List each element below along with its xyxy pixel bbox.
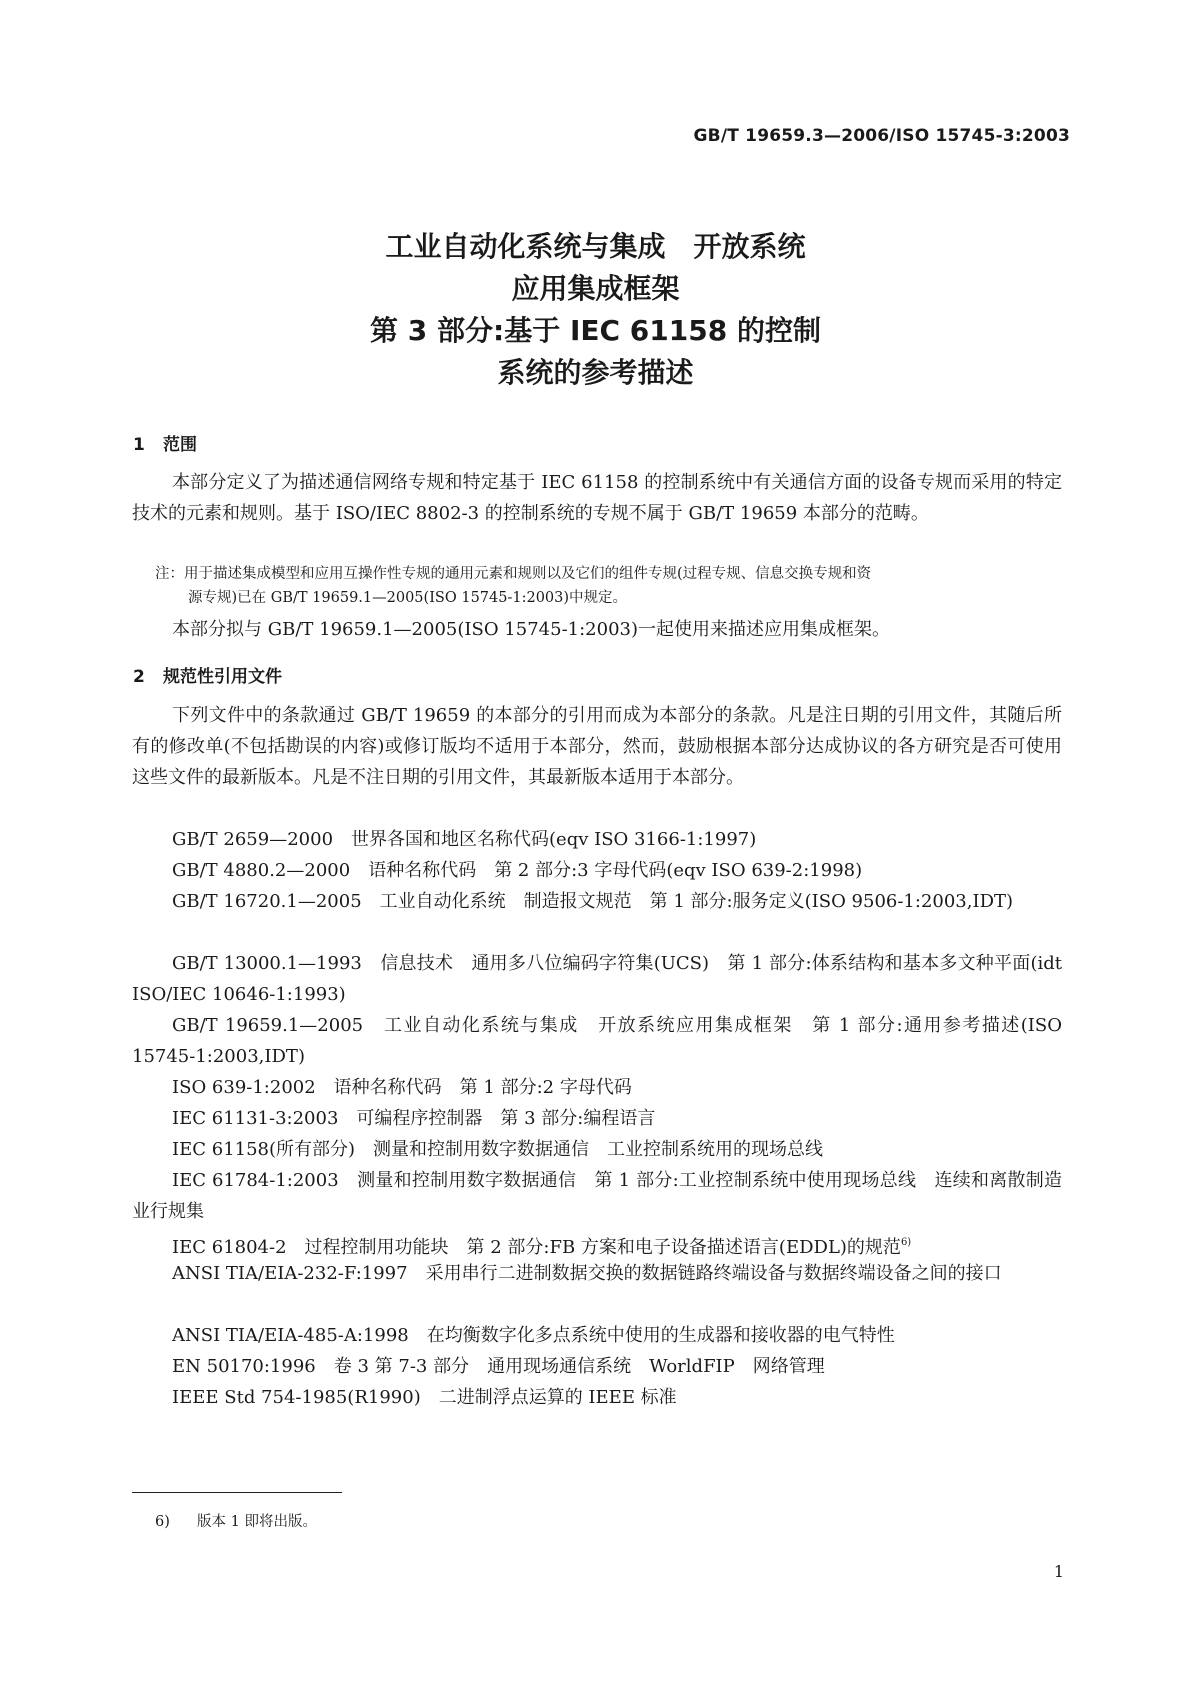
standard-number: GB/T 19659.3—2006/ISO 15745-3:2003 xyxy=(693,126,1070,146)
reference-item: GB/T 4880.2—2000 语种名称代码 第 2 部分:3 字母代码(eqv ISO 639-2:1998) xyxy=(172,860,863,881)
page-number: 1 xyxy=(1053,1562,1064,1581)
reference-item: GB/T 16720.1—2005 工业自动化系统 制造报文规范 第 1 部分:服务定义(ISO 9506-1:2003,IDT) xyxy=(172,891,1014,912)
note-line: 注：用于描述集成模型和应用互操作性专规的通用元素和规则以及它们的组件专规(过程专规、信息交换专规和资 xyxy=(155,566,872,582)
section-2-heading xyxy=(133,662,282,687)
reference-item: IEEE Std 754-1985(R1990) 二进制浮点运算的 IEEE 标准 xyxy=(172,1387,677,1408)
note-line: 源专规)已在 GB/T 19659.1—2005(ISO 15745-1:2003)中规定。 xyxy=(188,590,628,606)
footnote-text: 版本 1 即将出版。 xyxy=(197,1514,317,1530)
section-number: 2 xyxy=(133,667,145,687)
references-intro: 下列文件中的条款通过 GB/T 19659 的本部分的引用而成为本部分的条款。凡是注日期的引用文件，其随后所有的修改单(不包括勘误的内容)或修订版均不适用于本部分，然而，鼓励根据本部分达成协议的各方研究是否可使用这些文件的最新版本。凡是不注日期的引用文件，其最新版本适用于本部分。 xyxy=(132,705,1062,788)
reference-item: ISO 639-1:2002 语种名称代码 第 1 部分:2 字母代码 xyxy=(172,1077,632,1098)
reference-item: IEC 61131-3:2003 可编程序控制器 第 3 部分:编程语言 xyxy=(172,1108,656,1129)
title-line: 第 3 部分:基于 IEC 61158 的控制 xyxy=(370,314,821,347)
reference-item: ANSI TIA/EIA-485-A:1998 在均衡数字化多点系统中使用的生成器和接收器的电气特性 xyxy=(172,1325,895,1346)
reference-item: ANSI TIA/EIA-232-F:1997 采用串行二进制数据交换的数据链路终端设备与数据终端设备之间的接口 xyxy=(172,1263,1002,1284)
footnote xyxy=(155,1510,317,1531)
title-line: 系统的参考描述 xyxy=(497,356,694,389)
section-title: 规范性引用文件 xyxy=(163,667,282,687)
reference-item: GB/T 19659.1—2005 工业自动化系统与集成 开放系统应用集成框架 第 1 部分:通用参考描述(ISO 15745-1:2003,IDT) xyxy=(132,1015,1062,1067)
reference-item: IEC 61158(所有部分) 测量和控制用数字数据通信 工业控制系统用的现场总线 xyxy=(172,1139,824,1160)
title-line: 应用集成框架 xyxy=(511,272,680,305)
scope-paragraph: 本部分定义了为描述通信网络专规和特定基于 IEC 61158 的控制系统中有关通信方面的设备专规而采用的特定技术的元素和规则。基于 ISO/IEC 8802-3 的控制系统的专规不属于 GB/T 19659 本部分的范畴。 xyxy=(132,472,1062,524)
section-title: 范围 xyxy=(163,435,197,455)
footnote-reference: 6) xyxy=(900,1237,912,1248)
section-1-heading xyxy=(133,430,197,455)
reference-item: IEC 61784-1:2003 测量和控制用数字数据通信 第 1 部分:工业控制系统中使用现场总线 连续和离散制造业行规集 xyxy=(132,1170,1062,1222)
reference-item: GB/T 2659—2000 世界各国和地区名称代码(eqv ISO 3166-1:1997) xyxy=(172,829,757,850)
document-title xyxy=(0,226,1191,394)
footnote-mark: 6) xyxy=(155,1514,170,1530)
reference-text: IEC 61804-2 过程控制用功能块 第 2 部分:FB 方案和电子设备描述语言(EDDL)的规范 xyxy=(172,1237,901,1258)
reference-item: GB/T 13000.1—1993 信息技术 通用多八位编码字符集(UCS) 第 1 部分:体系结构和基本多文种平面(idt ISO/IEC 10646-1:1993) xyxy=(132,953,1062,1005)
scope-note xyxy=(155,562,1065,610)
section-number: 1 xyxy=(133,435,145,455)
scope-paragraph-2: 本部分拟与 GB/T 19659.1—2005(ISO 15745-1:2003)一起使用来描述应用集成框架。 xyxy=(172,619,890,640)
footnote-divider xyxy=(132,1492,342,1493)
reference-item: EN 50170:1996 卷 3 第 7-3 部分 通用现场通信系统 WorldFIP 网络管理 xyxy=(172,1356,825,1377)
title-line: 工业自动化系统与集成 开放系统 xyxy=(385,230,806,263)
